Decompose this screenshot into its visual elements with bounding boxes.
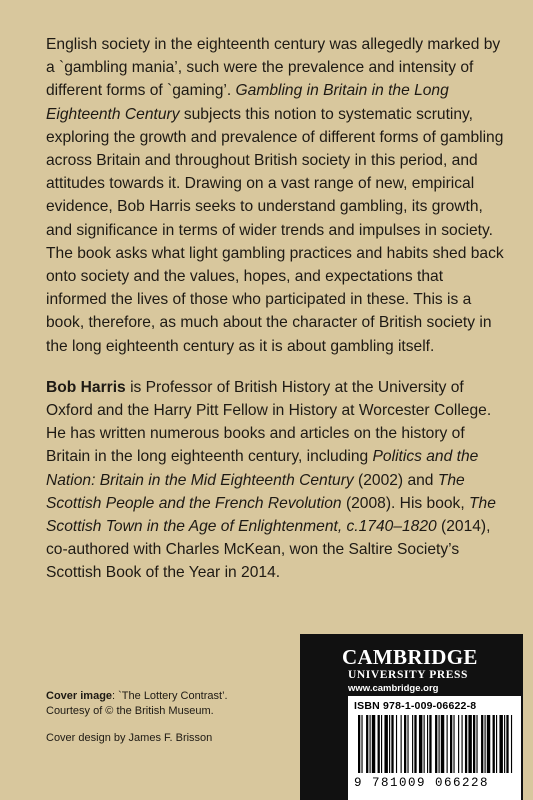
courtesy-credit: Courtesy of © the British Museum.: [46, 705, 214, 717]
description-text-2: subjects this notion to systematic scrutiny, exploring the growth and prevalence of different forms of gambling across Britain and throughout British society in this period, and attitudes towards it. Drawing on a vast range of new, empirical evidence, Bob Harris seeks to understand gambling, its growth, and significance in terms of wider trends and impulses in society. The book asks what light gambling practices and habits shed back onto society and the values, hopes, and expectations that informed the lives of those who participated in these. This is a book, therefore, as much about the character of British society in the long eighteenth century as it is about gambling itself.: [46, 105, 504, 355]
isbn-label: ISBN 978-1-009-06622-8: [354, 700, 477, 712]
description-text-1: English society in the eighteenth century was allegedly marked by a `gambling mania’, such were the prevalence and intensity of different forms of `gaming’.: [46, 36, 501, 100]
book-title-3: The Scottish Town in the Age of Enlightenment, c.1740–1820: [46, 494, 496, 536]
description-paragraph: [46, 33, 508, 358]
book-title-2: The Scottish People and the French Revolution: [46, 471, 465, 512]
cover-image-credit: [46, 689, 286, 704]
cover-design-credit: Cover design by James F. Brisson: [46, 732, 213, 744]
bio-text-4: (2014), co-authored with Charles McKean, won the Saltire Society’s Scottish Book of the Year in 2014.: [46, 518, 491, 582]
barcode-digits: 9 781009 066228: [354, 776, 490, 790]
barcode-icon: [354, 715, 516, 775]
publisher-subname: UNIVERSITY PRESS: [348, 669, 469, 681]
barcode-panel: [348, 696, 521, 800]
bio-text-3: (2008). His book,: [341, 494, 470, 512]
back-cover-text: [46, 33, 508, 585]
cover-credits: [46, 689, 286, 746]
bio-text-1: is Professor of British History at the University of Oxford and the Harry Pitt Fellow in History at Worcester College. He has written numerous books and articles on the history of Britain in the long eighteenth century, including: [46, 378, 492, 466]
publisher-website: www.cambridge.org: [348, 683, 439, 694]
book-title-1: Politics and the Nation: Britain in the Mid Eighteenth Century: [46, 448, 479, 489]
book-title: Gambling in Britain in the Long Eighteenth Century: [46, 82, 449, 123]
cover-image-label: Cover image: [46, 690, 113, 702]
publisher-name: CAMBRIDGE: [342, 645, 478, 669]
cover-image-title: : `The Lottery Contrast’.: [112, 690, 228, 702]
bio-text-2: (2002) and: [353, 471, 438, 489]
author-name: Bob Harris: [46, 378, 126, 396]
author-bio-paragraph: [46, 376, 508, 585]
